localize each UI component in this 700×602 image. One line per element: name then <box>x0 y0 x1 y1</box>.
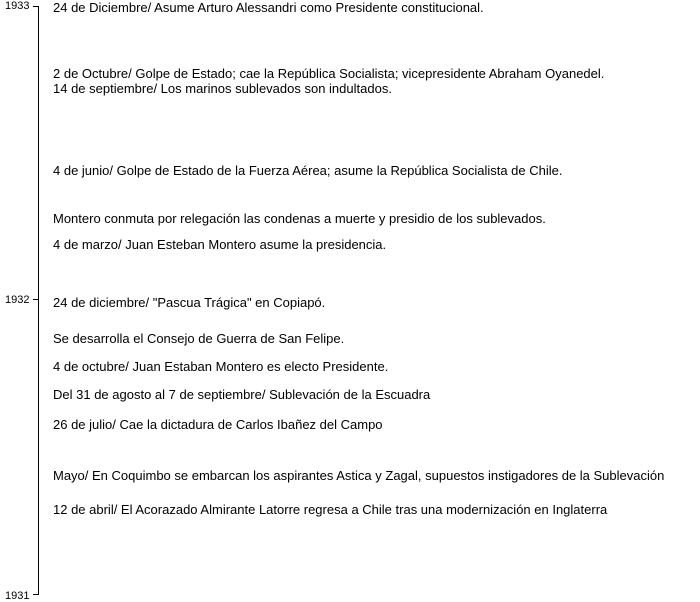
event-item: 12 de abril/ El Acorazado Almirante Latorre regresa a Chile tras una modernización en Inglaterra <box>53 502 608 517</box>
event-item: 14 de septiembre/ Los marinos sublevados son indultados. <box>53 81 392 96</box>
year-label-1931: 1931 <box>5 590 30 602</box>
event-item: 24 de Diciembre/ Asume Arturo Alessandri como Presidente constitucional. <box>53 0 484 15</box>
year-label-1932: 1932 <box>5 294 30 306</box>
event-item: Montero conmuta por relegación las condenas a muerte y presidio de los sublevados. <box>53 211 546 226</box>
event-item: 4 de junio/ Golpe de Estado de la Fuerza Aérea; asume la República Socialista de Chile. <box>53 163 563 178</box>
event-item: 2 de Octubre/ Golpe de Estado; cae la República Socialista; vicepresidente Abraham Oyanedel. <box>53 66 605 81</box>
year-label-1933: 1933 <box>5 0 30 12</box>
event-item: Del 31 de agosto al 7 de septiembre/ Sublevación de la Escuadra <box>53 387 431 402</box>
event-item: 4 de marzo/ Juan Esteban Montero asume la presidencia. <box>53 237 387 252</box>
event-item: Mayo/ En Coquimbo se embarcan los aspirantes Astica y Zagal, supuestos instigadores de la Sublevación <box>53 468 665 483</box>
year-tick-1933 <box>33 6 39 7</box>
year-tick-1932 <box>33 299 39 300</box>
event-item: 24 de diciembre/ "Pascua Trágica" en Copiapó. <box>53 295 326 310</box>
event-item: Se desarrolla el Consejo de Guerra de San Felipe. <box>53 331 345 346</box>
event-item: 4 de octubre/ Juan Estaban Montero es electo Presidente. <box>53 359 389 374</box>
event-item: 26 de julio/ Cae la dictadura de Carlos Ibañez del Campo <box>53 417 383 432</box>
timeline-axis <box>38 6 39 595</box>
year-tick-1931 <box>33 594 39 595</box>
